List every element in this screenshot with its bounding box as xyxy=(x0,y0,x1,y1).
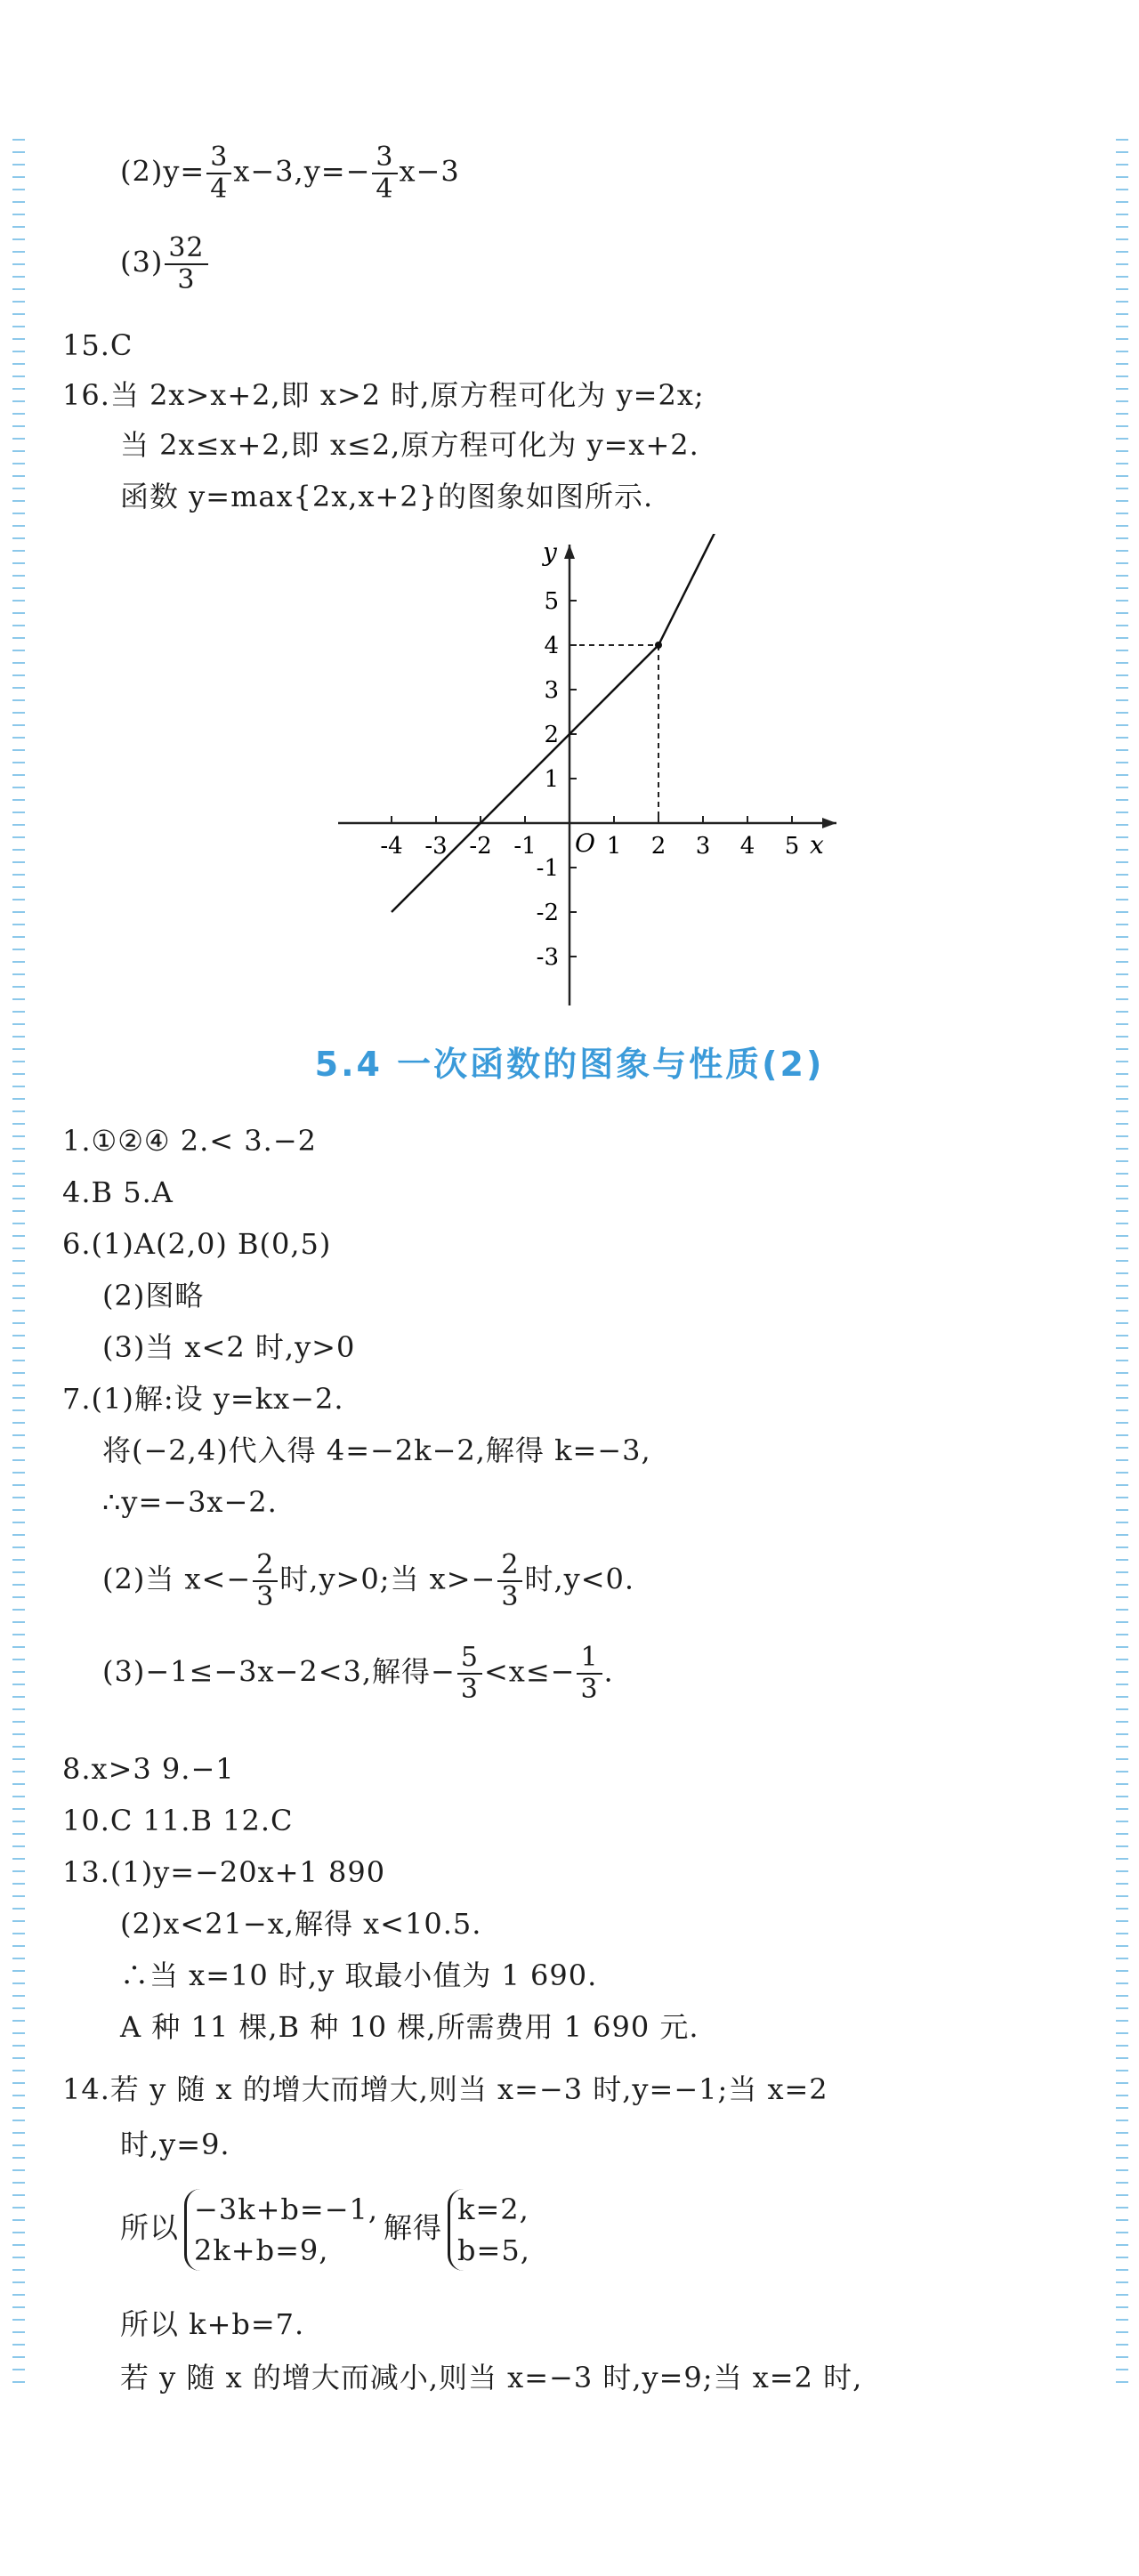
x-tick-label: -2 xyxy=(469,833,492,860)
intersection-point xyxy=(655,642,662,649)
answer-16-line1: 16.当 2x>x+2,即 x>2 时,原方程可化为 y=2x; xyxy=(62,378,705,412)
answer-15: 15.C xyxy=(62,328,133,362)
right-decorative-border xyxy=(1116,133,1128,2385)
x-tick-label: -4 xyxy=(380,833,403,860)
origin-label: O xyxy=(575,828,595,858)
section-title: 5.4 一次函数的图象与性质(2) xyxy=(314,1045,825,1084)
answer-7-part1: 7.(1)解:设 y=kx−2. xyxy=(62,1382,344,1416)
x-axis-label: x xyxy=(810,830,824,860)
fraction: $\frac{1}{3}$ xyxy=(577,1643,602,1705)
answer-7-line2: 将(−2,4)代入得 4=−2k−2,解得 k=−3, xyxy=(102,1433,651,1467)
answer-14-system: 所以 −3k+b=−1, 2k+b=9, 解得 k=2, b=5, xyxy=(120,2189,536,2271)
y-tick-label: 1 xyxy=(544,766,559,793)
fraction: $\frac{3}{4}$ xyxy=(372,142,397,205)
fraction: $\frac{2}{3}$ xyxy=(253,1550,278,1612)
y-axis-arrow xyxy=(564,545,575,559)
answer-4-5: 4.B 5.A xyxy=(62,1175,174,1209)
fraction: $\frac{32}{3}$ xyxy=(165,233,207,295)
y-tick-label: 5 xyxy=(544,588,559,615)
answer-14-line2: 时,y=9. xyxy=(120,2128,230,2161)
answer-14-line4: 所以 k+b=7. xyxy=(120,2307,305,2341)
fraction: $\frac{5}{3}$ xyxy=(457,1643,482,1705)
answer-6-part2: (2)图略 xyxy=(102,1279,205,1312)
x-tick-label: 4 xyxy=(739,833,755,860)
answer-13-line4: A 种 11 棵,B 种 10 棵,所需费用 1 690 元. xyxy=(120,2010,699,2044)
x-tick-label: 5 xyxy=(784,833,800,860)
answer-6-part3: (3)当 x<2 时,y>0 xyxy=(102,1330,356,1364)
answer-13-part1: 13.(1)y=−20x+1 890 xyxy=(62,1855,386,1889)
answer-16-line2: 当 2x≤x+2,即 x≤2,原方程可化为 y=x+2. xyxy=(120,428,699,462)
left-decorative-border xyxy=(12,133,25,2385)
answer-16-line3: 函数 y=max{2x,x+2}的图象如图所示. xyxy=(120,480,654,513)
x-tick-label: 1 xyxy=(606,833,622,860)
y-axis-label: y xyxy=(543,537,557,567)
answer-14-line1: 14.若 y 随 x 的增大而增大,则当 x=−3 时,y=−1;当 x=2 xyxy=(62,2072,828,2106)
series-line-1 xyxy=(392,645,658,912)
fraction: $\frac{3}{4}$ xyxy=(206,142,231,205)
answer-13-part2: (2)x<21−x,解得 x<10.5. xyxy=(120,1907,482,1941)
answer-1-3: 1.①②④ 2.< 3.−2 xyxy=(62,1124,317,1158)
answer-7-part3: (3)−1≤−3x−2<3,解得− $\frac{5}{3}$ <x≤− $\frac{1}{3}$ . xyxy=(102,1642,614,1705)
y-tick-label: -1 xyxy=(536,855,559,882)
y-tick-label: -3 xyxy=(536,944,559,971)
answer-13-line3: ∴当 x=10 时,y 取最小值为 1 690. xyxy=(120,1958,598,1992)
function-graph xyxy=(338,534,854,1014)
answer-15-part2: (2)y= $\frac{3}{4}$ x−3,y=− $\frac{3}{4}$ x−3 xyxy=(120,141,460,205)
x-tick-label: -1 xyxy=(513,833,537,860)
y-tick-label: 2 xyxy=(544,722,559,748)
fraction: $\frac{2}{3}$ xyxy=(497,1550,522,1612)
y-tick-label: 4 xyxy=(544,633,559,659)
y-tick-label: 3 xyxy=(544,677,559,704)
answer-7-part2: (2)当 x<− $\frac{2}{3}$ 时,y>0;当 x>− $\frac{2}{3}$ 时,y<0. xyxy=(102,1549,635,1612)
answer-7-line3: ∴y=−3x−2. xyxy=(102,1485,278,1519)
x-tick-label: 3 xyxy=(695,833,711,860)
answer-14-line5: 若 y 随 x 的增大而减小,则当 x=−3 时,y=9;当 x=2 时, xyxy=(120,2361,863,2394)
series-line-2 xyxy=(658,534,716,645)
answer-10-12: 10.C 11.B 12.C xyxy=(62,1804,294,1837)
x-axis-arrow xyxy=(822,818,836,828)
x-tick-label: -3 xyxy=(424,833,448,860)
x-tick-label: 2 xyxy=(650,833,666,860)
answer-8-9: 8.x>3 9.−1 xyxy=(62,1752,235,1786)
answer-15-part3: (3) $\frac{32}{3}$ xyxy=(120,233,210,295)
equation-system: −3k+b=−1, 2k+b=9, xyxy=(184,2189,378,2271)
y-tick-label: -2 xyxy=(536,900,559,926)
solution-system: k=2, b=5, xyxy=(448,2189,530,2271)
answer-6-part1: 6.(1)A(2,0) B(0,5) xyxy=(62,1227,332,1261)
